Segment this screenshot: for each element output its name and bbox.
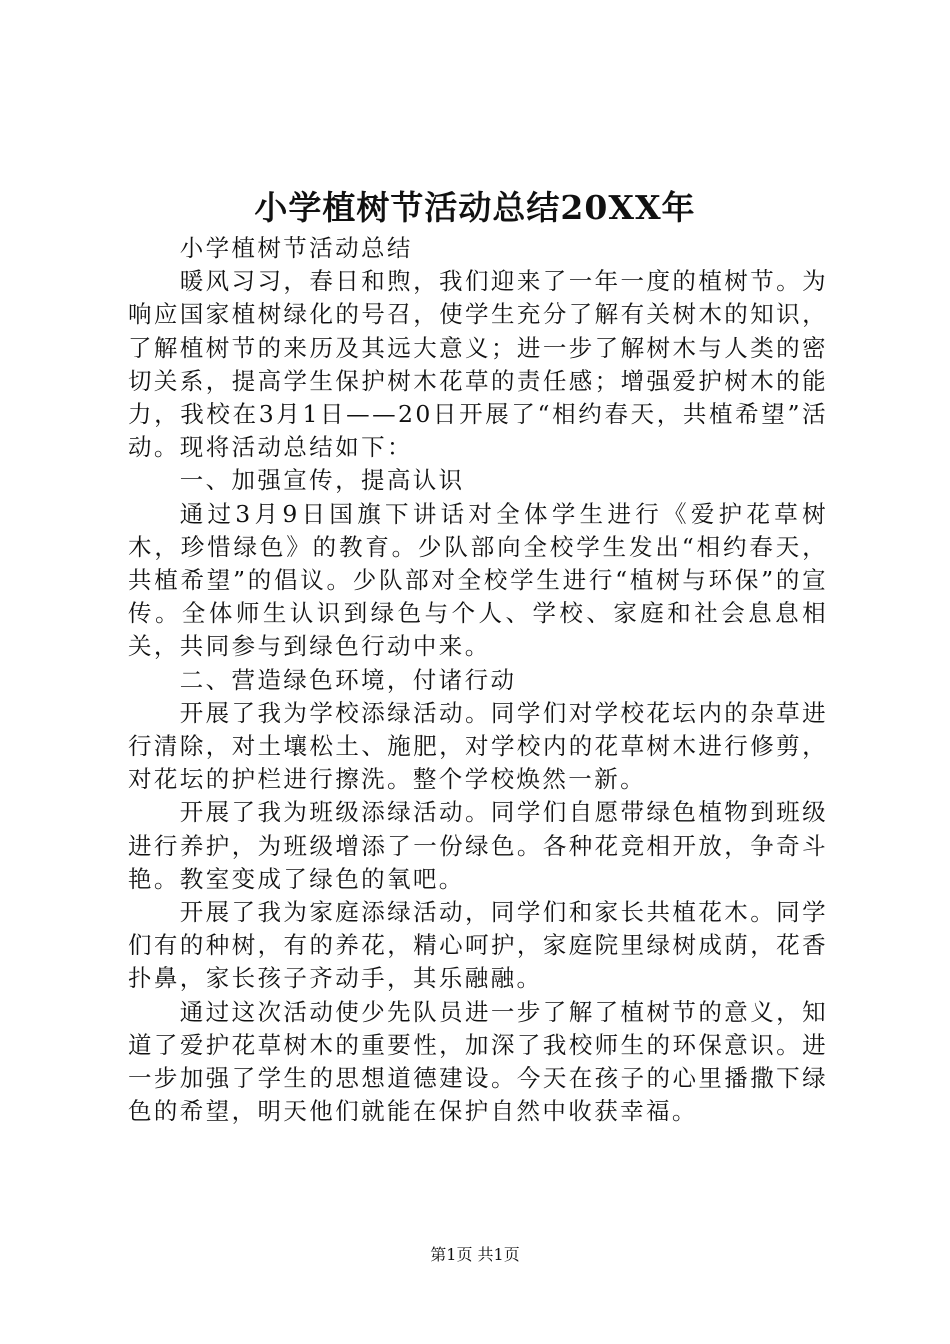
subtitle-paragraph: 小学植树节活动总结 bbox=[179, 234, 413, 262]
conclusion-paragraph: 通过这次活动使少先队员进一步了解了植树节的意义，知道了爱护花草树木的重要性，加深了我校师生的环保意识。进一步加强了学生的思想道德建设。今天在孩子的心里播撒下绿色的希望，明天他们就能在保护自然中收获幸福。 bbox=[128, 997, 828, 1126]
section-heading-1: 一、加强宣传，提高认识 bbox=[179, 466, 465, 495]
document-body bbox=[128, 232, 828, 1128]
section-heading-2: 二、营造绿色环境，付诸行动 bbox=[179, 665, 517, 694]
intro-paragraph: 暖风习习，春日和煦，我们迎来了一年一度的植树节。为响应国家植树绿化的号召，使学生充分了解有关树木的知识，了解植树节的来历及其远大意义；进一步了解树木与人类的密切关系，提高学生保护树木花草的责任感；增强爱护树木的能力，我校在3月1日——20日开展了“相约春天，共植希望”活动。现将活动总结如下： bbox=[128, 267, 828, 462]
body-paragraph: 开展了我为班级添绿活动。同学们自愿带绿色植物到班级进行养护，为班级增添了一份绿色。各种花竞相开放，争奇斗艳。教室变成了绿色的氧吧。 bbox=[128, 798, 828, 893]
body-paragraph: 开展了我为家庭添绿活动，同学们和家长共植花木。同学们有的种树，有的养花，精心呵护，家庭院里绿树成荫，花香扑鼻，家长孩子齐动手，其乐融融。 bbox=[128, 898, 828, 993]
body-paragraph: 开展了我为学校添绿活动。同学们对学校花坛内的杂草进行清除，对土壤松土、施肥，对学校内的花草树木进行修剪，对花坛的护栏进行擦洗。整个学校焕然一新。 bbox=[128, 698, 828, 794]
body-paragraph: 通过3月9日国旗下讲话对全体学生进行《爱护花草树木，珍惜绿色》的教育。少队部向全校学生发出“相约春天，共植希望”的倡议。少队部对全校学生进行“植树与环保”的宣传。全体师生认识到绿色与个人、学校、家庭和社会息息相关，共同参与到绿色行动中来。 bbox=[128, 499, 828, 661]
document-title: 小学植树节活动总结20XX年 bbox=[254, 188, 696, 227]
page-number-footer: 第1页 共1页 bbox=[430, 1245, 520, 1264]
